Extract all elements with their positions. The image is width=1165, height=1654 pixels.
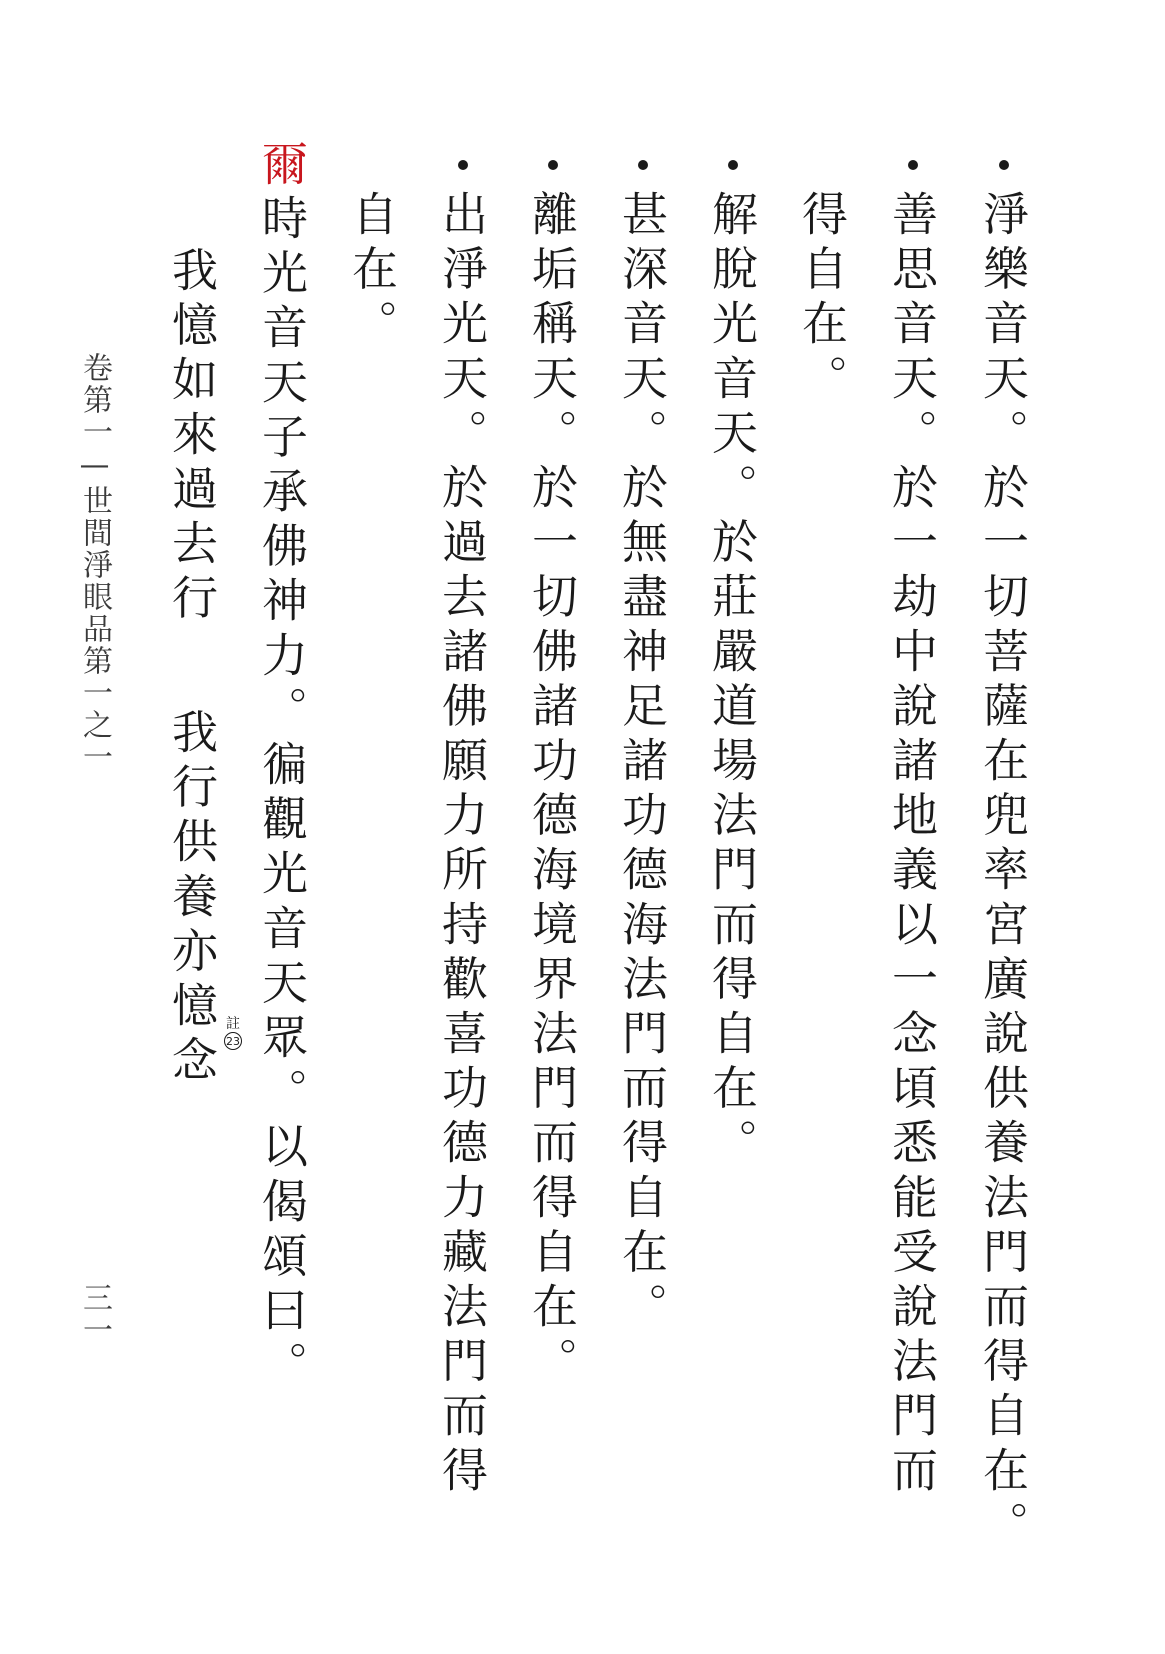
verse-column-4: 甚深音天。於無盡神足諸功德海法門而得自在。 bbox=[615, 190, 669, 1337]
narration-column: 時光音天子承佛神力。徧觀光音天眾。以偈頌曰。 bbox=[255, 194, 309, 1396]
verse-column-3: 解脫光音天。於莊嚴道場法門而得自在。 bbox=[705, 190, 759, 1173]
verse-column-2-continued: 得自在。 bbox=[795, 190, 849, 409]
verse-column-6: 出淨光天。於過去諸佛願力所持歡喜功德力藏法門而得 bbox=[435, 190, 489, 1501]
gatha-line-2: 我行供養亦憶念 bbox=[165, 708, 219, 1091]
page-number: 三一 bbox=[77, 1282, 112, 1346]
verse-column-6-continued: 自在。 bbox=[345, 190, 399, 354]
verse-bullet bbox=[638, 160, 648, 170]
verse-bullet bbox=[458, 160, 468, 170]
red-initial-character: 爾 bbox=[255, 140, 309, 195]
footnote-reference[interactable] bbox=[222, 1016, 244, 1050]
verse-column-5: 離垢稱天。於一切佛諸功德海境界法門而得自在。 bbox=[525, 190, 579, 1392]
verse-bullet bbox=[999, 160, 1009, 170]
verse-column-1: 淨樂音天。於一切菩薩在兜率宮廣說供養法門而得自在。 bbox=[976, 190, 1030, 1555]
chapter-title: 卷第一—世間淨眼品第一之一 bbox=[77, 352, 112, 773]
verse-bullet bbox=[548, 160, 558, 170]
verse-bullet bbox=[728, 160, 738, 170]
footnote-number: 23 bbox=[224, 1032, 242, 1050]
verse-bullet bbox=[908, 160, 918, 170]
gatha-line-1: 我憶如來過去行 bbox=[165, 246, 219, 629]
verse-column-2: 善思音天。於一劫中說諸地義以一念頃悉能受說法門而 bbox=[885, 190, 939, 1501]
footnote-label: 註 bbox=[226, 1016, 240, 1032]
